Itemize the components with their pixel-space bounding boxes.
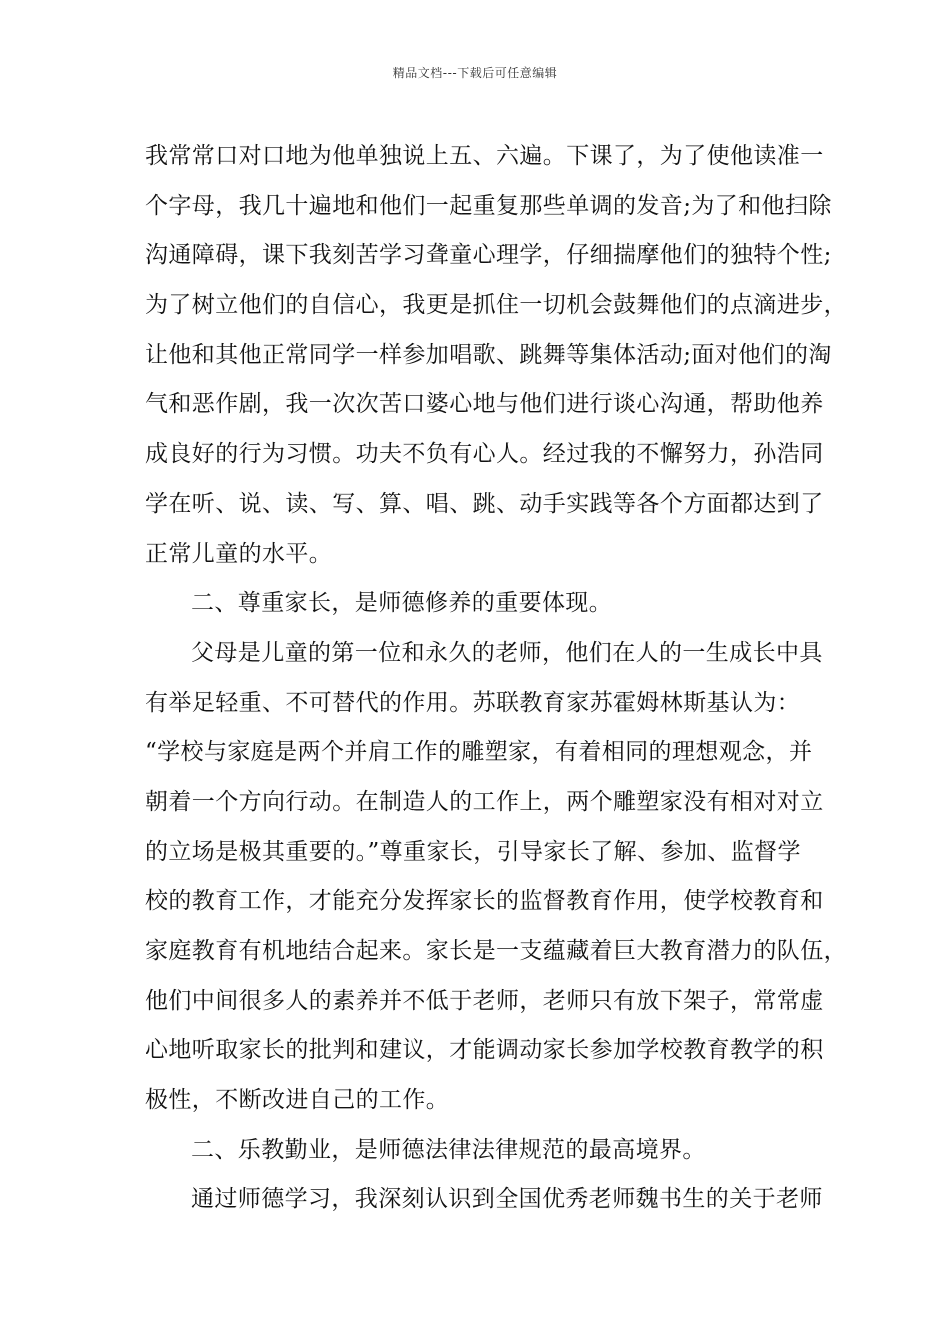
text-line: 他们中间很多人的素养并不低于老师，老师只有放下架子，常常虚 — [145, 987, 824, 1014]
text-line: 心地听取家长的批判和建议，才能调动家长参加学校教育教学的积 — [145, 1037, 824, 1064]
text-line: 学在听、说、读、写、算、唱、跳、动手实践等各个方面都达到了 — [145, 490, 824, 517]
section-heading: 二、尊重家长，是师德修养的重要体现。 — [191, 590, 613, 617]
text-line: 朝着一个方向行动。在制造人的工作上，两个雕塑家没有相对对立 — [145, 788, 824, 815]
text-line: 家庭教育有机地结合起来。家长是一支蕴藏着巨大教育潜力的队伍， — [145, 938, 847, 964]
text-line: 的立场是极其重要的。”尊重家长，引导家长了解、参加、监督学 — [145, 838, 801, 865]
document-body — [145, 132, 847, 1225]
page-header: 精品文档---下载后可任意编辑 — [392, 66, 558, 80]
text-line: 气和恶作剧，我一次次苦口婆心地与他们进行谈心沟通，帮助他养 — [145, 391, 824, 418]
text-line: 为了树立他们的自信心，我更是抓住一切机会鼓舞他们的点滴进步， — [145, 292, 847, 319]
text-line: 校的教育工作，才能充分发挥家长的监督教育作用，使学校教育和 — [145, 888, 824, 915]
text-line: 通过师德学习，我深刻认识到全国优秀老师魏书生的关于老师 — [191, 1186, 823, 1213]
text-line: 沟通障碍，课下我刻苦学习聋童心理学，仔细揣摩他们的独特个性; — [145, 242, 832, 269]
text-line: 成良好的行为习惯。功夫不负有心人。经过我的不懈努力，孙浩同 — [145, 441, 824, 468]
text-line: 我常常口对口地为他单独说上五、六遍。下课了，为了使他读准一 — [145, 143, 824, 169]
text-line: 让他和其他正常同学一样参加唱歌、跳舞等集体活动;面对他们的淘 — [145, 341, 832, 368]
section-heading: 二、乐教勤业，是师德法律法律规范的最高境界。 — [191, 1136, 706, 1163]
text-line: “学校与家庭是两个并肩工作的雕塑家，有着相同的理想观念，并 — [145, 739, 813, 766]
text-line: 有举足轻重、不可替代的作用。苏联教育家苏霍姆林斯基认为： — [145, 689, 801, 716]
text-line: 正常儿童的水平。 — [145, 540, 333, 567]
text-line: 父母是儿童的第一位和永久的老师，他们在人的一生成长中具 — [191, 639, 823, 666]
text-line: 个字母，我几十遍地和他们一起重复那些单调的发音;为了和他扫除 — [145, 192, 832, 219]
text-line: 极性，不断改进自己的工作。 — [145, 1087, 450, 1114]
